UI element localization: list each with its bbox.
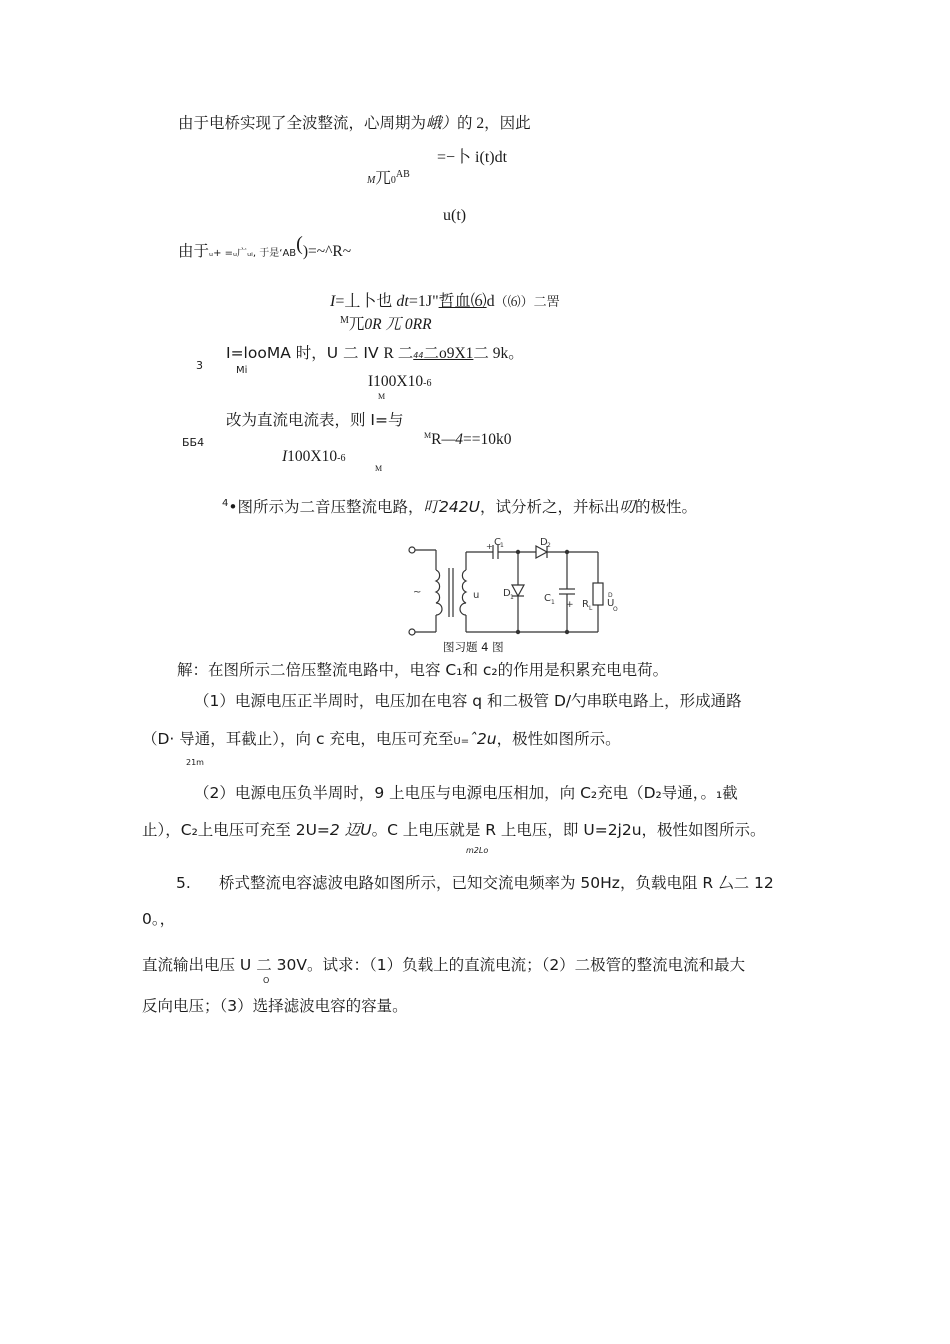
voltage-doubler-circuit [400,535,620,645]
line-3-sub-mi: Mi [236,365,248,376]
label-c1: C [544,593,551,604]
solution-line-3: （D· 导通，耳截止），向 c 充电，电压可充至U=ˆ2u，极性如图所示。 [142,730,621,748]
svg-text:L: L [589,605,593,612]
marker-3: 3 [196,359,203,372]
svg-text:1: 1 [510,594,514,601]
svg-text:1: 1 [500,542,504,549]
svg-text:2: 2 [547,542,551,549]
solution-line-1: 解：在图所示二倍压整流电路中，电容 C₁和 c₂的作用是积累充电电荷。 [177,661,669,679]
equation-2-denominator: $^M$兀0R 兀 0RR [340,315,432,334]
label-uo: U [607,598,615,609]
solution-line-3-sub: 21m [186,758,204,767]
figure-caption: 图习题 4 图 [443,640,504,654]
line-4-denominator: I100X10-6 [282,448,346,465]
text-line-4: 改为直流电流表，则 I=与 [226,411,404,429]
question-5-line-2: 0。， [142,910,176,928]
line-4-right: $^M$R—4==10k0 [424,431,512,449]
question-5-line-1: 桥式整流电容滤波电路如图所示，已知交流电频率为 50Hz，负载电阻 R 厶二 12 [219,874,774,892]
solution-line-5-sub: m2Lo [466,846,489,855]
secondary-coil [460,570,466,615]
svg-text:D: D [608,592,613,599]
question-5-sub-o: O [263,976,270,985]
line-4-left-mark: ББ4 [182,436,205,449]
u-t-label: u(t) [443,207,467,224]
equation-1-right: =−卜 i(t)dt [437,149,508,166]
line-4-sub-m: M [375,464,383,473]
source-symbol: ~ [413,587,422,598]
resistor-rl [593,583,603,605]
svg-text:1: 1 [551,599,555,606]
solution-line-2: （1）电源电压正半周时，电压加在电容 q 和二极管 D/勺串联电路上，形成通路 [194,692,742,710]
line-3-denominator: I100X10-6 [368,373,432,390]
terminal-top [409,547,415,553]
question-4: $^4$•图所示为二音压整流电路，叮242U，试分析之，并标出叨的极性。 [222,498,698,517]
primary-coil [436,570,442,615]
plus-top: + [486,542,493,551]
terminal-bottom [409,629,415,635]
solution-line-5: 止），C₂上电压可充至 2U=2 迈U。C 上电压就是 R 上电压，即 U=2j2u，极性如图所示。 [142,821,766,839]
text-line-2: 由于ᵤ+ =ᵤ广ᵤᵢ, 于是‘AB()=~^R~ [178,233,352,260]
question-5-number: 5. [176,874,191,892]
label-u: u [473,590,480,601]
question-5-line-3: 直流输出电压 U 二 30V。试求：（1）负载上的直流电流；（2）二极管的整流电流和最大 [142,956,746,974]
text-line-3: I=looMA 时，U 二 IV R 二44二o9X1二 9k。 [226,344,524,362]
plus-mid: + [566,600,574,610]
line-3-sub-m: M [378,392,386,401]
label-rl: R [582,599,589,610]
svg-text:O: O [613,606,618,613]
question-5-line-4: 反向电压；（3）选择滤波电容的容量。 [142,997,408,1015]
equation-2: I=丄卜也 dt=1J"哲血⑹d（⑹）二罟 [330,293,560,310]
label-d2: D [540,537,548,548]
equation-1-left: M兀$0^{AB}$ [367,169,410,188]
text-line-1: 由于电桥实现了全波整流，心周期为峨）的 2，因此 [178,114,531,132]
label-d1: D [503,588,511,599]
label-c-top: C [494,537,501,548]
solution-line-4: （2）电源电压负半周时，9 上电压与电源电压相加，向 C₂充电（D₂导通，。₁截 [194,784,738,802]
